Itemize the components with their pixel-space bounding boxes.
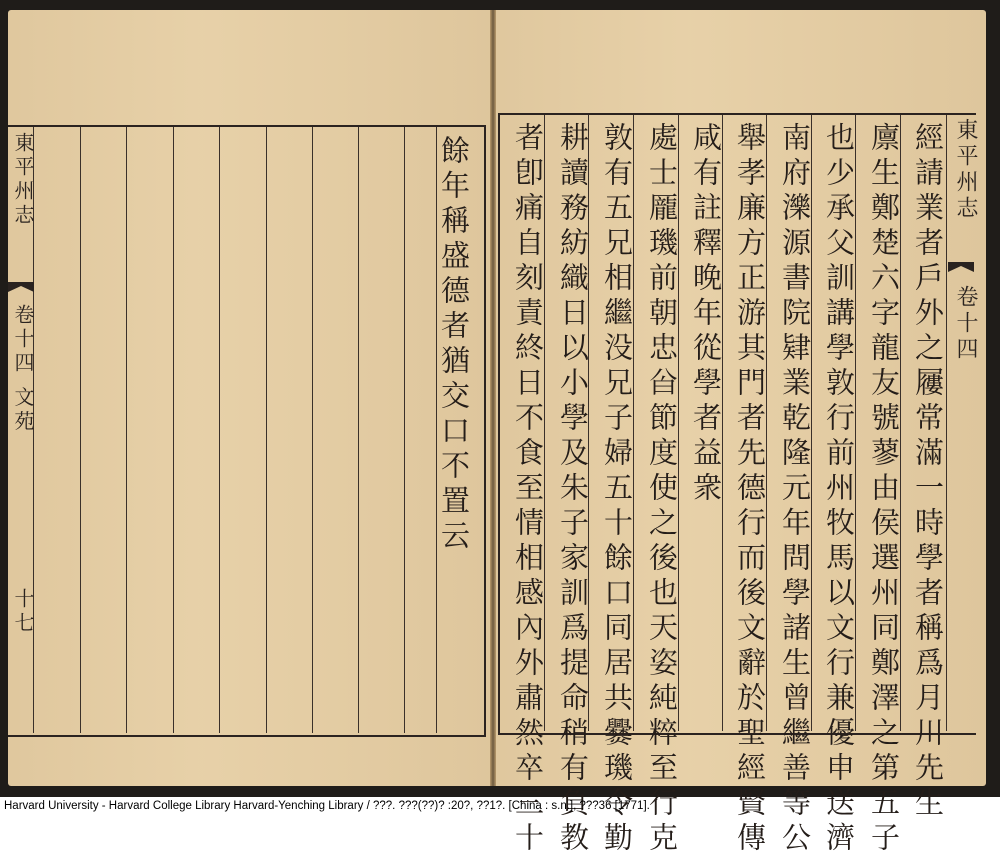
library-citation: Harvard University - Harvard College Library Harvard-Yenching Library / ???. ???(??)? :20?, ??1?. [China : s.n.], ???36 [1771]. <box>4 800 650 812</box>
right-chapter-label: 卷十四 <box>953 285 978 363</box>
right-column-5: 舉孝廉方正游其門者先德行而後文辭於聖經賢傳 <box>733 122 767 857</box>
right-column-1: 經請業者戶外之屨常滿一時學者稱爲月川先生 <box>911 122 945 822</box>
book-gutter <box>490 10 496 786</box>
right-running-title: 東平州志 <box>953 118 978 222</box>
page-number: 十七 <box>11 588 35 636</box>
right-column-9: 耕讀務紡織日以小學及朱子家訓爲提命稍有負教 <box>556 122 590 857</box>
left-chapter-label: 卷十四 文苑 <box>11 304 35 435</box>
right-column-2: 廪生鄭楚六字龍友號蓼由侯選州同鄭澤之第五子 <box>867 122 901 857</box>
right-column-3: 也少承父訓講學敦行前州牧馬以文行兼優申送濟 <box>822 122 856 857</box>
left-running-title: 東平州志 <box>11 132 35 228</box>
left-column-rules <box>8 127 484 733</box>
right-column-8: 敦有五兄相繼没兄子婦五十餘口同居共爨璣令勤 <box>600 122 634 857</box>
right-column-7: 處士龎璣前朝忠㒶節度使之後也天姿純粹至行克 <box>645 122 679 857</box>
right-column-10: 者卽痛自刻責終日不食至情相感內外肅然卒三十 <box>511 122 545 857</box>
right-column-6: 咸有註釋晚年從學者益衆 <box>689 122 723 507</box>
left-text-column: 餘年稱盛德者猶交口不置云 <box>437 135 471 555</box>
right-column-4: 南府濼源書院肄業乾隆元年問學諸生曾繼善等公 <box>778 122 812 857</box>
